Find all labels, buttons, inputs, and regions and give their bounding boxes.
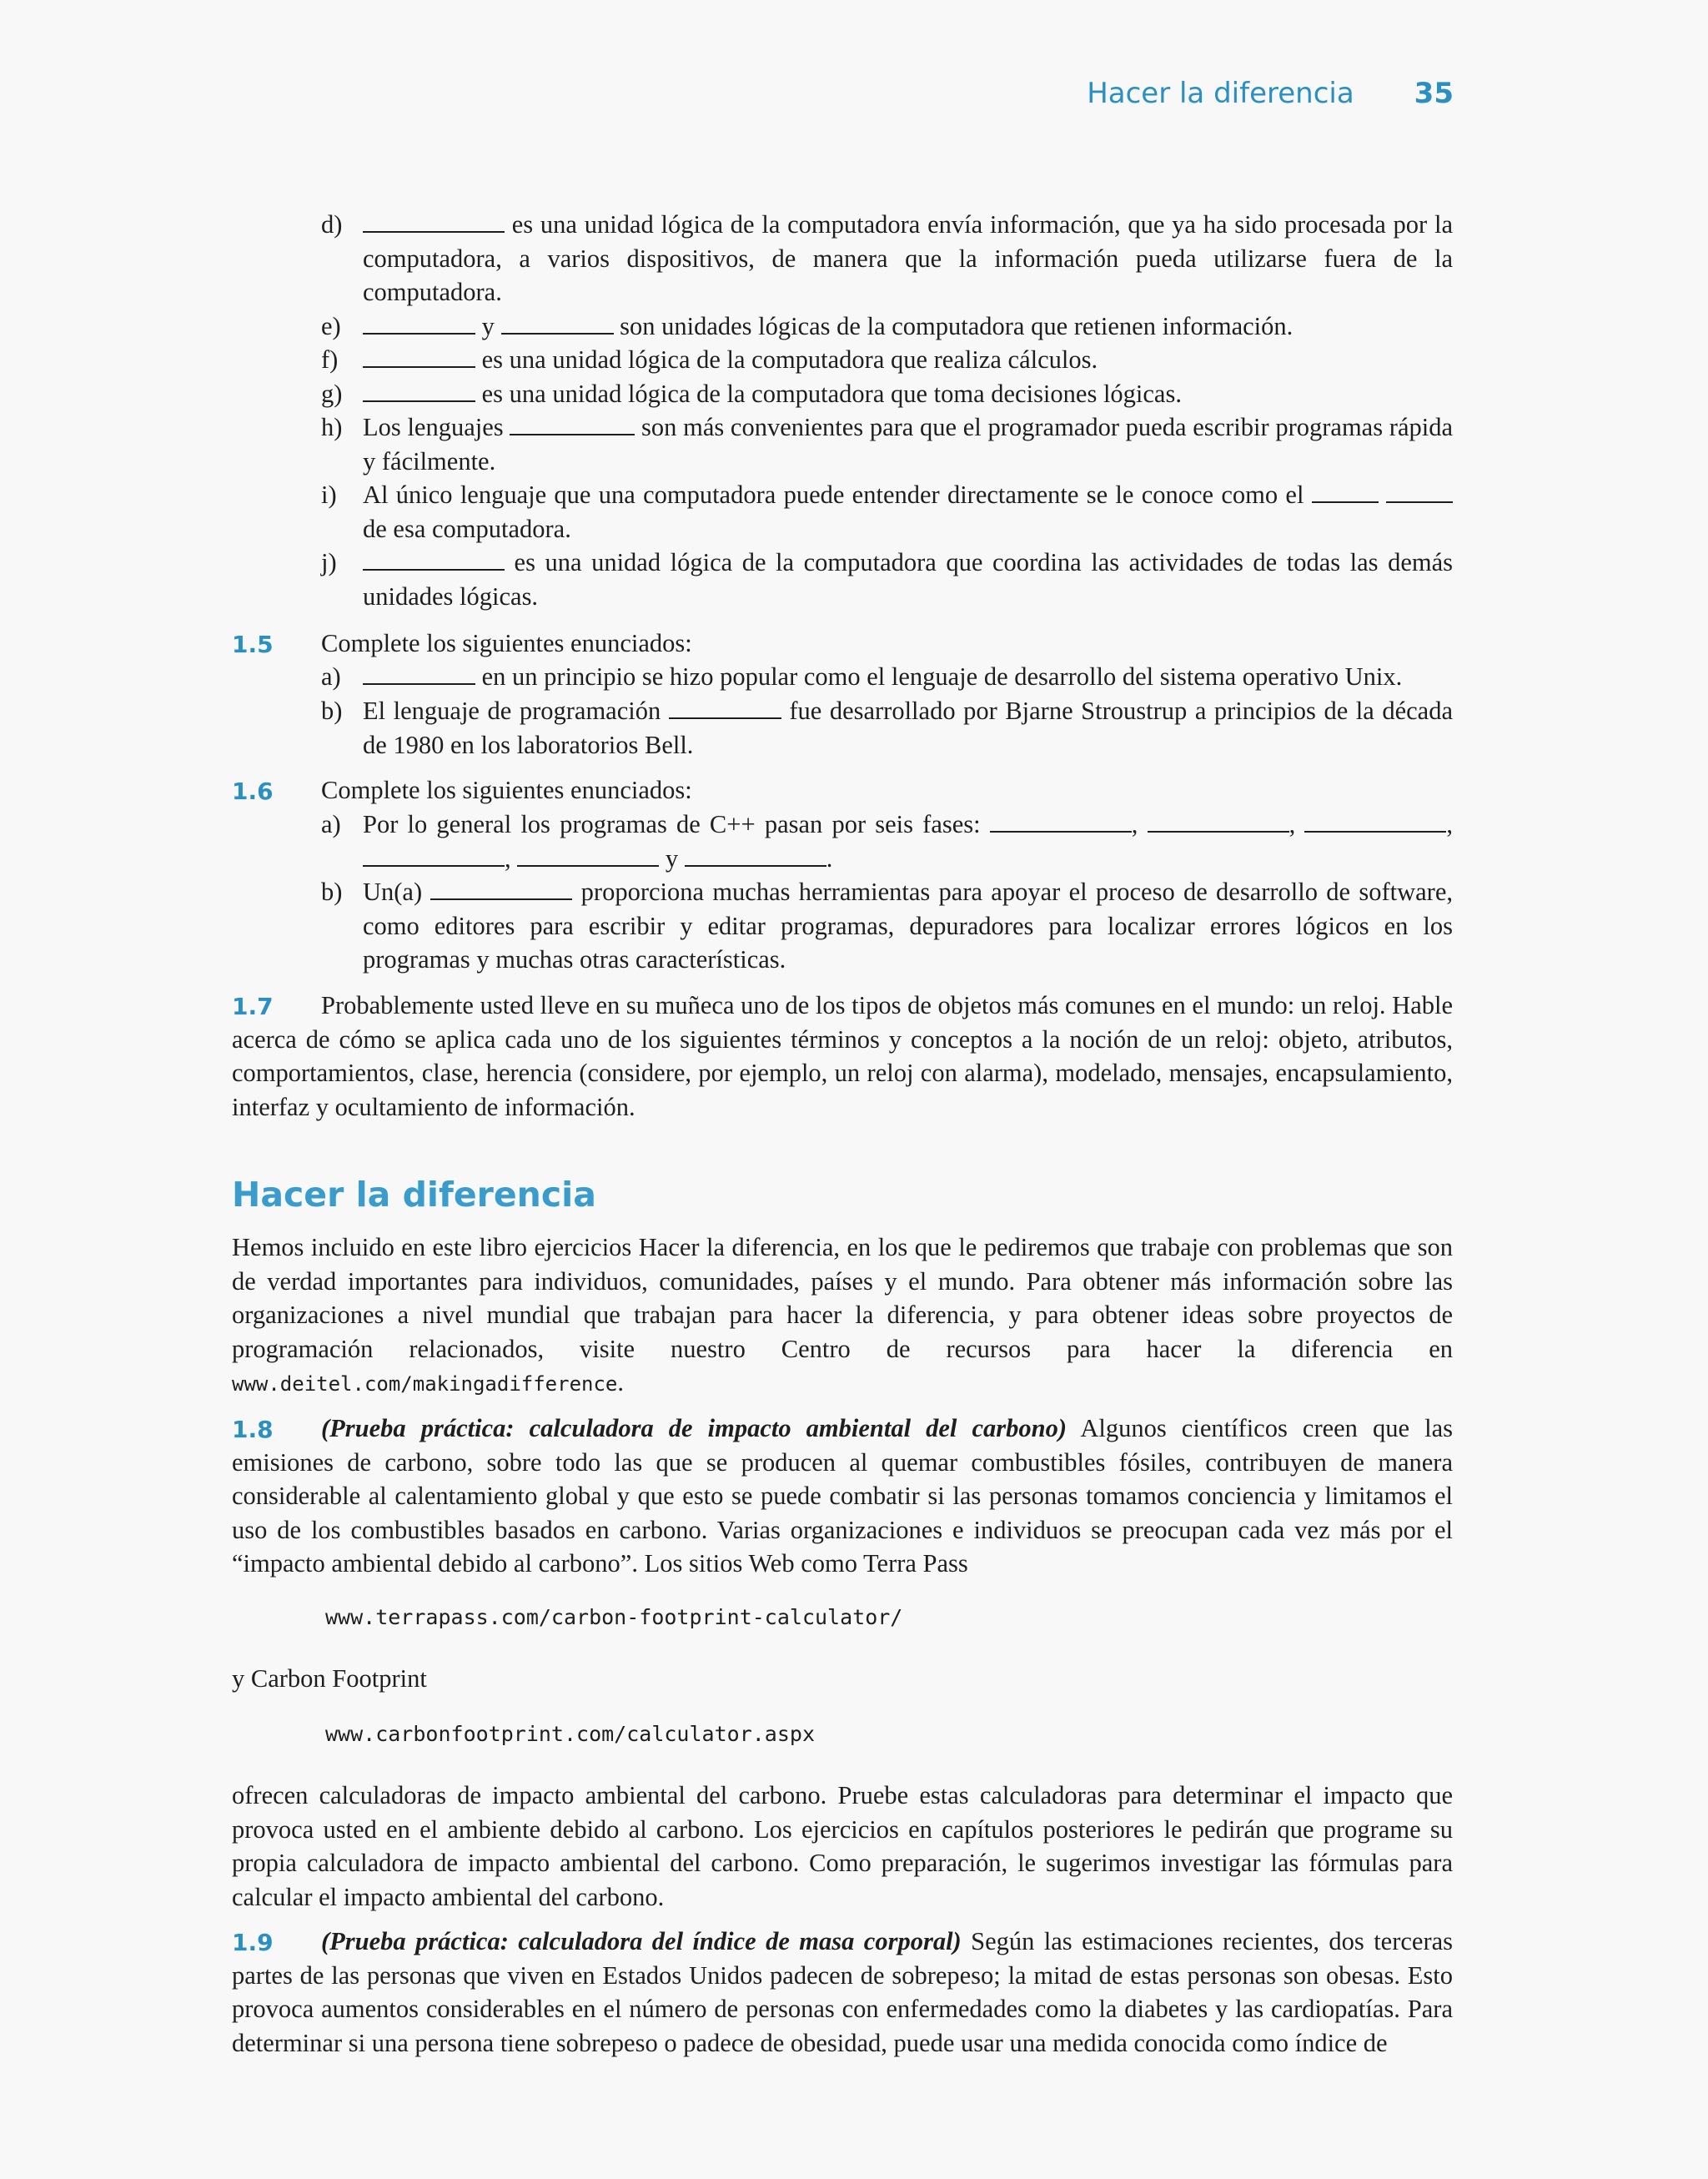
exercise-number: 1.8 <box>232 1416 274 1443</box>
stem-text: Complete los siguientes enunciados: <box>321 776 692 804</box>
paragraph-text: Hemos incluido en este libro ejercicios Hacer la diferencia, en los que le pediremos que trabaje con problemas que son de verdad importantes para individuos, comunidades, países y el mundo. Para obtener más información sobre las organizaciones a nivel mundial que trabajan para hacer la diferencia, y para obtener ideas sobre proyectos de programación relacionados, visite nuestro Centro de recursos para hacer la diferencia en <box>232 1233 1453 1363</box>
item-text: El lenguaje de programación <box>363 697 669 725</box>
item-text: en un principio se hizo popular como el lenguaje de desarrollo del sistema operativo Unix. <box>475 662 1403 691</box>
item-text: es una unidad lógica de la computadora envía información, que ya ha sido procesada por la computadora, a varios dispositivos, de manera que la información pueda utilizarse fuera de la computadora. <box>363 210 1453 306</box>
item-text: son más convenientes para que el programador pueda escribir programas rápida y fácilmente. <box>363 413 1453 476</box>
fill-blank <box>430 877 572 900</box>
item-text: Un(a) <box>363 878 431 906</box>
url-link[interactable]: www.deitel.com/makingadifference <box>232 1372 618 1396</box>
exercise-paragraph <box>232 1412 1453 1581</box>
item-text: y <box>475 312 501 340</box>
item-text: Los lenguajes <box>363 413 510 441</box>
exercise-item-i <box>321 478 1453 546</box>
stem-text: Complete los siguientes enunciados: <box>321 629 692 657</box>
exercise-item-j <box>321 546 1453 613</box>
exercise-title: (Prueba práctica: calculadora del índice de masa corporal) <box>321 1927 962 1955</box>
fill-blank <box>363 547 505 571</box>
paragraph-text: Según las estimaciones recientes, dos terceras partes de las personas que viven en Estados Unidos padecen de sobrepeso; la mitad de estas personas son obesas. Esto provoca aumentos considerables en el número de personas con enfermedades como la diabetes y las cardiopatías. Para determinar si una persona tiene sobrepeso o padece de obesidad, puede usar una medida conocida como índice de <box>232 1927 1454 2057</box>
exercise-item-a <box>321 660 1453 694</box>
item-text: es una unidad lógica de la computadora que toma decisiones lógicas. <box>475 380 1182 408</box>
fill-blank <box>363 311 475 335</box>
exercise-item-d <box>321 208 1453 309</box>
item-label: b) <box>321 878 343 906</box>
exercise-paragraph <box>232 1925 1453 2060</box>
fill-blank <box>510 412 635 435</box>
item-text: es una unidad lógica de la computadora que coordina las actividades de todas las demás unidades lógicas. <box>363 548 1453 611</box>
code-url[interactable]: www.terrapass.com/carbon-footprint-calculator/ <box>325 1605 903 1629</box>
exercise-stem <box>321 627 1453 661</box>
exercise-number: 1.6 <box>232 777 274 805</box>
exercise-number: 1.7 <box>232 993 274 1020</box>
item-label: b) <box>321 697 343 725</box>
punctuation: . <box>826 843 833 873</box>
fill-blank <box>1304 809 1446 833</box>
fill-blank <box>363 843 505 867</box>
exercise-stem <box>321 773 1453 808</box>
exercise-item-f <box>321 343 1453 377</box>
item-text: es una unidad lógica de la computadora que realiza cálculos. <box>475 345 1098 374</box>
fill-blank <box>501 311 614 335</box>
exercise-title: (Prueba práctica: calculadora de impacto ambiental del carbono) <box>321 1414 1067 1442</box>
fill-blank <box>685 843 826 867</box>
paragraph-text: Algunos científicos creen que las emisiones de carbono, sobre todo las que se producen al quemar combustibles fósiles, contribuyen de manera considerable al calentamiento global y que esto se puede combatir si las personas tomamos conciencia y limitamos el uso de los combustibles basados en carbono. Varias organizaciones e individuos se preocupan cada vez más por el “impacto ambiental debido al carbono”. Los sitios Web como Terra Pass <box>232 1414 1453 1578</box>
item-label: a) <box>321 662 341 691</box>
fill-blank <box>363 209 505 233</box>
fill-blank <box>363 662 475 685</box>
exercise-item-e <box>321 309 1453 344</box>
fill-blank <box>669 696 781 719</box>
punctuation: . <box>617 1368 624 1396</box>
fill-blank <box>1386 480 1453 503</box>
code-url[interactable]: www.carbonfootprint.com/calculator.aspx <box>325 1722 815 1746</box>
item-label: e) <box>321 312 341 340</box>
item-label: g) <box>321 380 343 408</box>
exercise-number: 1.5 <box>232 631 274 658</box>
exercise-paragraph <box>232 989 1453 1124</box>
punctuation: , <box>1289 810 1296 838</box>
item-text: de esa computadora. <box>363 514 571 543</box>
exercise-item-a <box>321 808 1453 875</box>
exercise-item-h <box>321 410 1453 478</box>
section-heading: Hacer la diferencia <box>232 1175 596 1215</box>
item-label: j) <box>321 548 337 576</box>
item-text: Al único lenguaje que una computadora puede entender directamente se le conoce como el <box>363 481 1312 509</box>
item-text: Por lo general los programas de C++ pasan por seis fases: <box>363 810 990 838</box>
exercise-item-g <box>321 377 1453 411</box>
item-text: proporciona muchas herramientas para apoyar el proceso de desarrollo de software, como editores para escribir y editar programas, depuradores para localizar errores lógicos en los programas y muchas otras características. <box>363 878 1453 974</box>
punctuation: , <box>1131 810 1138 838</box>
item-text: son unidades lógicas de la computadora que retienen información. <box>613 312 1294 340</box>
item-label: a) <box>321 810 341 838</box>
page-number: 35 <box>1414 77 1454 110</box>
paragraph-text: Probablemente usted lleve en su muñeca uno de los tipos de objetos más comunes en el mundo: un reloj. Hable acerca de cómo se aplica cada uno de los siguientes términos y conceptos a la noción de un reloj: objeto, atributos, comportamientos, clase, herencia (considere, por ejemplo, un reloj con alarma), modelado, mensajes, encapsulamiento, interfaz y ocultamiento de información. <box>232 991 1453 1121</box>
punctuation: , <box>505 843 511 873</box>
exercise-item-b <box>321 694 1453 762</box>
item-text: fue desarrollado por Bjarne Stroustrup a principios de la década de 1980 en los laboratorios Bell. <box>363 697 1453 759</box>
item-label: i) <box>321 481 337 509</box>
fill-blank <box>990 809 1132 833</box>
punctuation: , <box>1446 810 1454 838</box>
item-label: h) <box>321 413 343 441</box>
item-label: d) <box>321 210 343 239</box>
running-head-title: Hacer la diferencia <box>1087 77 1354 110</box>
item-label: f) <box>321 345 339 374</box>
section-intro <box>232 1230 1453 1402</box>
exercise-paragraph: ofrecen calculadoras de impacto ambiental del carbono. Pruebe estas calculadoras para determinar el impacto que provoca usted en el ambiente debido al carbono. Los ejercicios en capítulos posteriores le pedirán que programe su propia calculadora de impacto ambiental del carbono. Como preparación, le sugerimos investigar las fórmulas para calcular el impacto ambiental del carbono. <box>232 1781 1453 1911</box>
fill-blank <box>1148 809 1289 833</box>
fill-blank <box>1312 480 1379 503</box>
exercise-item-b <box>321 875 1453 977</box>
fill-blank <box>363 345 475 368</box>
running-head <box>1087 77 1454 110</box>
fill-blank <box>517 843 659 867</box>
item-text: y <box>659 843 685 873</box>
fill-blank <box>363 379 475 402</box>
exercise-number: 1.9 <box>232 1929 274 1956</box>
paragraph-line: y Carbon Footprint <box>232 1664 427 1693</box>
